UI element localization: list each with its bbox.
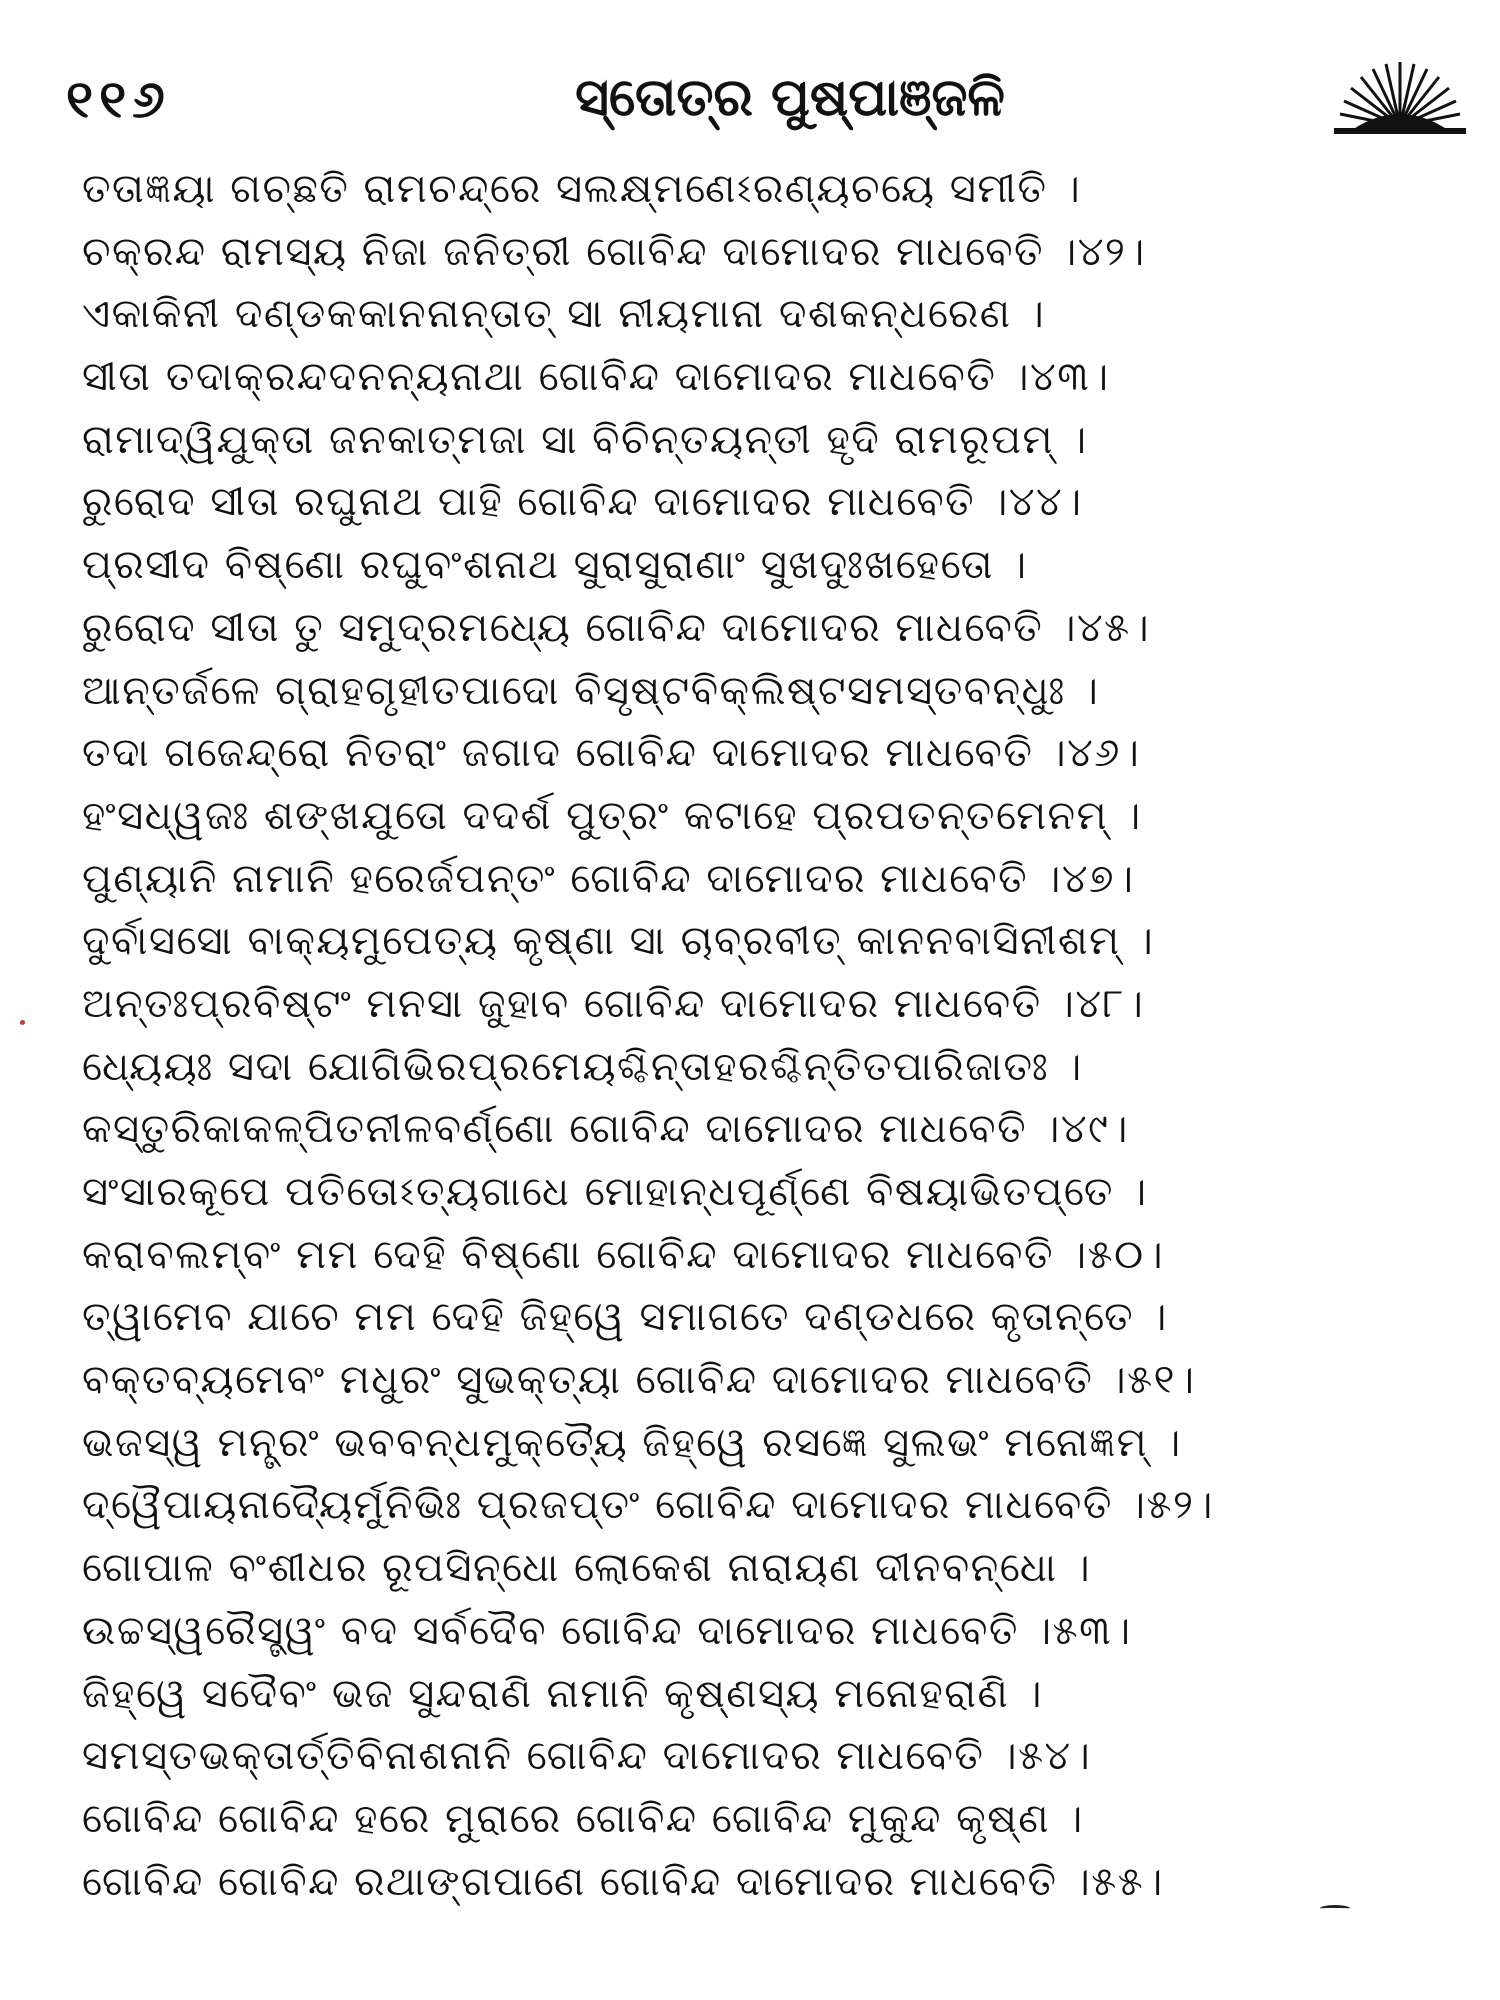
verse-line: ଉଚ୍ଚସ୍ୱରୈସ୍ତ୍ୱଂ ବଦ ସର୍ବଦୈବ ଗୋବିନ୍ଦ ଦାମୋଦର ମାଧବେତି ।୫୩।	[82, 1607, 1132, 1654]
verse-line: ସୀତା ତଦାକ୍ରନ୍ଦଦନନ୍ୟନାଥା ଗୋବିନ୍ଦ ଦାମୋଦର ମାଧବେତି ।୪୩।	[82, 354, 1110, 401]
verse-line: ଅନ୍ତଃପ୍ରବିଷ୍ଟଂ ମନସା ଜୁହାବ ଗୋବିନ୍ଦ ଦାମୋଦର ମାଧବେତି ।୪୮।	[82, 980, 1145, 1027]
verse-line: ଭଜସ୍ୱ ମନ୍ତ୍ରଂ ଭବବନ୍ଧମୁକ୍ତ୍ୟୈ ଜିହ୍ୱେ ରସଜ୍ଞେ ସୁଲଭଂ ମନୋଜ୍ଞମ୍ ।	[82, 1419, 1182, 1466]
verse-line: ଦୁର୍ବାସସୋ ବାକ୍ୟମୁପେତ୍ୟ କୃଷ୍ଣା ସା ଚାବ୍ରବୀତ୍ କାନନବାସିନୀଶମ୍ ।	[82, 918, 1155, 965]
page-number: ୧୧୬	[66, 70, 171, 130]
verse-line: ଜିହ୍ୱେ ସଦୈବଂ ଭଜ ସୁନ୍ଦରାଣି ନାମାନି କୃଷ୍ଣସ୍ୟ ମନୋହରାଣି ।	[82, 1670, 1043, 1717]
stray-ink-mark	[1320, 1905, 1350, 1912]
verse-line: ତତାଜ୍ଞୟା ଗଚ୍ଛତି ରାମଚନ୍ଦ୍ରେ ସଲକ୍ଷ୍ମଣେଽରଣ୍ୟଚୟେ ସମୀତି ।	[82, 166, 1082, 212]
verse-line: ରୁରୋଦ ସୀତା ରଘୁନାଥ ପାହି ଗୋବିନ୍ଦ ଦାମୋଦର ମାଧବେତି ।୪୪।	[82, 479, 1083, 526]
verse-line: ପୁଣ୍ୟାନି ନାମାନି ହରେର୍ଜପନ୍ତଂ ଗୋବିନ୍ଦ ଦାମୋଦର ମାଧବେତି ।୪୭।	[82, 855, 1135, 902]
verse-line: ରୁରୋଦ ସୀତା ତୁ ସମୁଦ୍ରମଧ୍ୟେ ଗୋବିନ୍ଦ ଦାମୋଦର ମାଧବେତି ।୪୫।	[82, 604, 1151, 651]
verse-line: ଗୋପାଳ ବଂଶୀଧର ରୂପସିନ୍ଧୋ ଲୋକେଶ ନାରାୟଣ ଦୀନବନ୍ଧୋ ।	[82, 1545, 1092, 1592]
stray-ink-dot	[20, 1020, 25, 1025]
verse-line: ଗୋବିନ୍ଦ ଗୋବିନ୍ଦ ହରେ ମୁରାରେ ଗୋବିନ୍ଦ ଗୋବିନ୍ଦ ମୁକୁନ୍ଦ କୃଷ୍ଣ ।	[82, 1795, 1084, 1842]
verse-line: ଆନ୍ତର୍ଜଳେ ଗ୍ରାହଗୃହୀତପାଦୋ ବିସୃଷ୍ଟବିକ୍ଲିଷ୍ଟସମସ୍ତବନ୍ଧୁଃ ।	[82, 667, 1100, 714]
verse-line: ତ୍ୱାମେବ ଯାଚେ ମମ ଦେହି ଜିହ୍ୱେ ସମାଗତେ ଦଣ୍ଡଧରେ କୃତାନ୍ତେ ।	[82, 1294, 1168, 1341]
verse-line: କସ୍ତୁରିକାକଳ୍ପିତନୀଳବର୍ଣ୍ଣୋ ଗୋବିନ୍ଦ ଦାମୋଦର ମାଧବେତି ।୪୯।	[82, 1106, 1129, 1153]
verse-line: ଦ୍ୱୈପାୟନାଦ୍ୟୈର୍ମୁନିଭିଃ ପ୍ରଜପ୍ତଂ ଗୋବିନ୍ଦ ଦାମୋଦର ମାଧବେତି ।୫୨।	[82, 1482, 1214, 1529]
verse-line: ହଂସଧ୍ୱଜଃ ଶଙ୍ଖଯୁତୋ ଦଦର୍ଶ ପୁତ୍ରଂ କଟାହେ ପ୍ରପତନ୍ତମେନମ୍ ।	[82, 792, 1142, 839]
verse-text	[82, 158, 1442, 1913]
verse-line: ବକ୍ତବ୍ୟମେବଂ ମଧୁରଂ ସୁଭକ୍ତ୍ୟା ଗୋବିନ୍ଦ ଦାମୋଦର ମାଧବେତି ।୫୧।	[82, 1357, 1196, 1404]
verse-line: ଏକାକିନୀ ଦଣ୍ଡକକାନନାନ୍ତାତ୍ ସା ନୀୟମାନା ଦଶକନ୍ଧରେଣ ।	[82, 291, 1046, 338]
verse-line: ସମସ୍ତଭକ୍ତାର୍ତ୍ତିବିନାଶନାନି ଗୋବିନ୍ଦ ଦାମୋଦର ମାଧବେତି ।୫୪।	[82, 1733, 1092, 1780]
verse-line: କରାବଲମ୍ବଂ ମମ ଦେହି ବିଷ୍ଣୋ ଗୋବିନ୍ଦ ଦାମୋଦର ମାଧବେତି ।୫୦।	[82, 1231, 1165, 1278]
verse-line: ପ୍ରସୀଦ ବିଷ୍ଣୋ ରଘୁବଂଶନାଥ ସୁରାସୁରାଣାଂ ସୁଖଦୁଃଖହେତୋ ।	[82, 542, 1028, 589]
sunburst-ornament-icon	[1330, 48, 1470, 138]
verse-line: ଗୋବିନ୍ଦ ଗୋବିନ୍ଦ ରଥାଙ୍ଗପାଣେ ଗୋବିନ୍ଦ ଦାମୋଦର ମାଧବେତି ।୫୫।	[82, 1858, 1164, 1905]
verse-line: ଚକ୍ରନ୍ଦ ରାମସ୍ୟ ନିଜା ଜନିତ୍ରୀ ଗୋବିନ୍ଦ ଦାମୋଦର ମାଧବେତି ।୪୨।	[82, 228, 1146, 275]
verse-line: ସଂସାରକୂପେ ପତିତୋଽତ୍ୟଗାଧେ ମୋହାନ୍ଧପୂର୍ଣ୍ଣେ ବିଷୟାଭିତପ୍ତେ ।	[82, 1169, 1148, 1215]
verse-line: ତଦା ଗଜେନ୍ଦ୍ରୋ ନିତରାଂ ଜଗାଦ ଗୋବିନ୍ଦ ଦାମୋଦର ମାଧବେତି ।୪୬।	[82, 730, 1141, 777]
verse-line: ରାମାଦ୍ୱିଯୁକ୍ତା ଜନକାତ୍ମଜା ସା ବିଚିନ୍ତୟନ୍ତୀ ହୃଦି ରାମରୂପମ୍ ।	[82, 416, 1088, 463]
page-title: ସ୍ତୋତ୍ର ପୁଷ୍ପାଞ୍ଜଳି	[575, 68, 1005, 128]
verse-line: ଧ୍ୟେୟଃ ସଦା ଯୋଗିଭିରପ୍ରମେୟଶ୍ଚିନ୍ତାହରଶ୍ଚିନ୍ତିତପାରିଜାତଃ ।	[82, 1043, 1083, 1090]
